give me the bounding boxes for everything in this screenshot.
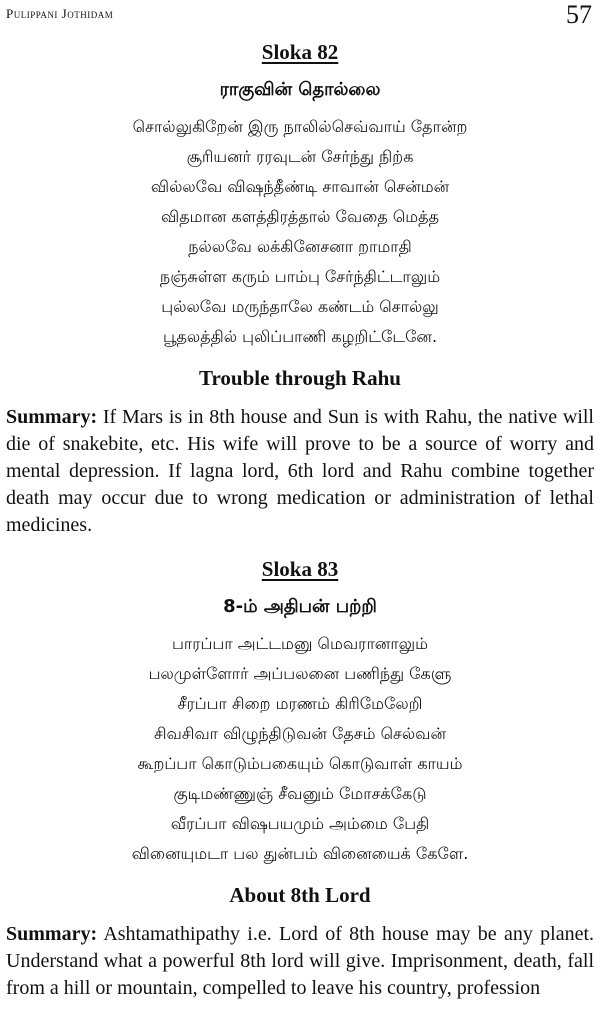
verse-line: வீரப்பா விஷபயமும் அம்மை பேதி bbox=[170, 814, 430, 833]
page-number: 57 bbox=[566, 0, 592, 29]
sloka-83-summary bbox=[6, 921, 594, 1002]
summary-text: Ashtamathipathy i.e. Lord of 8th house may be any planet. Understand what a powerful 8th lord will give. Imprisonment, death, fall from a hill or mountain, compelled to leave his country, profession bbox=[6, 923, 594, 999]
verse-line: வினையுமடா பல துன்பம் வினையைக் கேளே. bbox=[131, 844, 469, 863]
verse-line: சிவசிவா விழுந்திடுவன் தேசம் செல்வன் bbox=[153, 724, 447, 743]
sloka-82-summary bbox=[6, 404, 594, 539]
sloka-83-verse bbox=[6, 629, 594, 869]
verse-line: பூதலத்தில் புலிப்பாணி கழறிட்டேனே. bbox=[162, 327, 438, 346]
verse-line: குடிமண்ணுஞ் சீவனும் மோசக்கேடு bbox=[173, 784, 427, 803]
verse-line: சீரப்பா சிறை மரணம் கிரிமேலேறி bbox=[177, 694, 423, 713]
verse-line: நல்லவே லக்கினேசனா றாமாதி bbox=[188, 237, 412, 256]
verse-line: சூரியனர் ரரவுடன் சேர்ந்து நிற்க bbox=[186, 147, 414, 166]
verse-line: கூறப்பா கொடும்பகையும் கொடுவாள் காயம் bbox=[137, 754, 463, 773]
summary-label: Summary: bbox=[6, 406, 98, 428]
verse-line: பாரப்பா அட்டமனு மெவரானாலும் bbox=[171, 634, 429, 653]
verse-line: பலமுள்ளோர் அப்பலனை பணிந்து கேளு bbox=[148, 664, 452, 683]
verse-line: புல்லவே மருந்தாலே கண்டம் சொல்லு bbox=[161, 297, 439, 316]
running-title: Pulippani Jothidam bbox=[6, 6, 114, 21]
sloka-82-verse bbox=[6, 112, 594, 352]
page-content bbox=[6, 38, 594, 1002]
sloka-83-tamil-title: 8-ம் அதிபன் பற்றி bbox=[223, 596, 377, 617]
verse-line: விதமான களத்திரத்தால் வேதை மெத்த bbox=[161, 207, 439, 226]
verse-line: சொல்லுகிறேன் இரு நாலில்செவ்வாய் தோன்ற bbox=[132, 117, 468, 136]
sloka-82-heading: Sloka 82 bbox=[261, 40, 339, 64]
verse-line: நஞ்சுள்ள கரும் பாம்பு சேர்ந்திட்டாலும் bbox=[159, 267, 441, 286]
sloka-82-section bbox=[6, 38, 594, 539]
sloka-82-tamil-title: ராகுவின் தொல்லை bbox=[219, 79, 381, 100]
verse-line: வில்லவே விஷந்தீண்டி சாவான் சென்மன் bbox=[150, 177, 450, 196]
sloka-83-heading: Sloka 83 bbox=[261, 557, 339, 581]
summary-label: Summary: bbox=[6, 923, 98, 945]
sloka-82-section-title: Trouble through Rahu bbox=[199, 366, 401, 390]
summary-text: If Mars is in 8th house and Sun is with Rahu, the native will die of snakebite, etc. His wife will prove to be a source of worry and mental depression. If lagna lord, 6th lord and Rahu combine together death may occur due to wrong medication or administration of lethal medicines. bbox=[6, 406, 594, 536]
sloka-83-section bbox=[6, 555, 594, 1002]
sloka-83-section-title: About 8th Lord bbox=[229, 883, 371, 907]
